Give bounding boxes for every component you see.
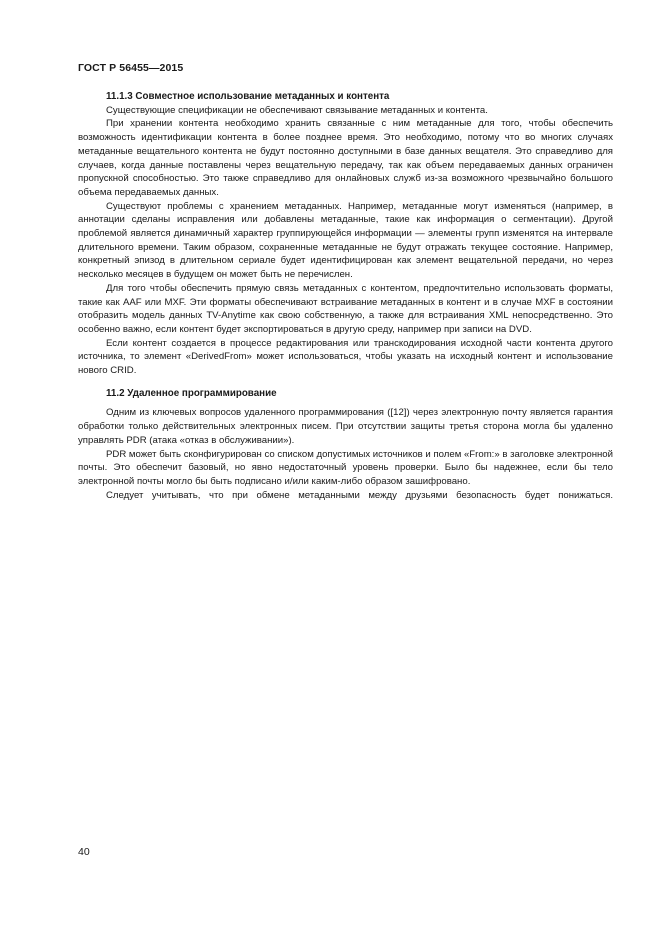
paragraph: PDR может быть сконфигурирован со списком допустимых источников и полем «From:» в заголовке электронной почты. Это обеспечит базовый, но явно недостаточный уровень проверки. Было бы надежнее, если бы тело электронной почты могло бы быть подписано и/или каким-либо образом зашифровано.	[78, 448, 613, 487]
paragraph: При хранении контента необходимо хранить связанные с ним метаданные для того, чтобы обеспечить возможность идентификации контента в более позднее время. Это необходимо, потому что во многих случаях метаданные вещательного контента не будут постоянно доступными в базе данных вещателя. Это справедливо для случаев, когда данные поставлены через вещательную передачу, так как объем передаваемых данных ограничен пропускной способностью. Это также справедливо для онлайновых служб из-за возможного чрезвычайно большого объема передаваемых данных.	[78, 118, 613, 198]
section-heading-11-1-3: 11.1.3 Совместное использование метаданных и контента	[106, 91, 390, 102]
paragraph: Для того чтобы обеспечить прямую связь метаданных с контентом, предпочтительно использовать форматы, такие как AAF или MXF. Эти форматы обеспечивают встраивание метаданных в контент и в случае MXF в состоянии отобразить модель данных TV-Anytime как свою собственную, а также для встраивания XML непосредственно. Это особенно важно, если контент будет экспортироваться в другую среду, например при записи на DVD.	[78, 282, 613, 335]
paragraph: Одним из ключевых вопросов удаленного программирования ([12]) через электронную почту является гарантия обработки только действительных электронных писем. При отсутствии защиты третья сторона могла бы удаленно управлять PDR (атака «отказ в обслуживании»).	[78, 407, 613, 446]
paragraph: Существующие спецификации не обеспечивают связывание метаданных и контента.	[106, 104, 488, 116]
section-spacer	[78, 378, 613, 387]
paragraph: Существуют проблемы с хранением метаданных. Например, метаданные могут изменяться (например, в аннотации сделаны исправления или добавлены метаданные, такие как информация о сегментации). Другой проблемой является динамичный характер группирующейся информации — элементы групп изменятся на интервале длительного времени. Таким образом, сохраненные метаданные не будут отражать текущее состояние. Например, конкретный эпизод в длительном сериале будет идентифицирован как элемент вещательной передачи, но через несколько месяцев в будущем он может быть не перечислен.	[78, 200, 613, 281]
page-number: 40	[78, 846, 90, 858]
section-heading-11-2: 11.2 Удаленное программирование	[106, 387, 277, 399]
paragraph: Следует учитывать, что при обмене метаданными между друзьями безопасность будет понижаться.	[106, 489, 613, 501]
standard-id-header: ГОСТ Р 56455—2015	[78, 62, 184, 74]
paragraph: Если контент создается в процессе редактирования или транскодирования исходной части контента другого источника, то элемент «DerivedFrom» может использоваться, чтобы указать на исходный контент и использование нового CRID.	[78, 337, 613, 377]
page-body	[78, 90, 613, 502]
